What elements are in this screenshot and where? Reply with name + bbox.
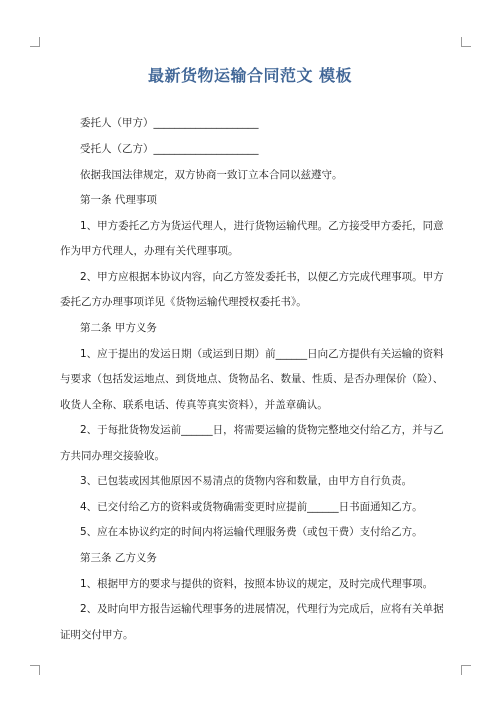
article-2-clause-2: 2、于每批货物发运前______日，将需要运输的货物完整地交付给乙方，并与乙 bbox=[80, 424, 444, 436]
agent-party-line: 受托人（乙方）____________________ bbox=[80, 143, 259, 155]
article-3-heading: 第三条 乙方义务 bbox=[80, 552, 157, 564]
client-party-line: 委托人（甲方）____________________ bbox=[80, 117, 259, 129]
article-1-clause-2-cont: 委托乙方办理事项详见《货物运输代理授权委托书》。 bbox=[60, 296, 307, 308]
crop-mark-bottom-right bbox=[461, 665, 471, 675]
article-3-clause-2-cont: 证明交付甲方。 bbox=[60, 629, 134, 641]
article-2-clause-1-cont-b: 收货人全称、联系电话、传真等真实资料），并盖章确认。 bbox=[60, 399, 328, 411]
article-2-clause-1-cont-a: 与要求（包括发运地点、到货地点、货物品名、数量、性质、是否办理保价（险）、 bbox=[60, 373, 444, 385]
crop-mark-bottom-left bbox=[30, 665, 40, 675]
document-title: 最新货物运输合同范文 模板 bbox=[147, 66, 353, 85]
article-2-heading: 第二条 甲方义务 bbox=[80, 322, 157, 334]
article-1-heading: 第一条 代理事项 bbox=[80, 194, 157, 206]
crop-mark-top-right bbox=[461, 37, 471, 47]
article-2-clause-2-cont: 方共同办理交接验收。 bbox=[60, 450, 165, 462]
article-2-clause-1: 1、应于提出的发运日期（或运到日期）前______日向乙方提供有关运输的资料 bbox=[80, 348, 444, 360]
article-2-clause-5: 5、应在本协议约定的时间内将运输代理服务费（或包干费）支付给乙方。 bbox=[80, 526, 423, 538]
preamble: 依据我国法律规定，双方协商一致订立本合同以兹遵守。 bbox=[80, 169, 343, 181]
article-1-clause-2: 2、甲方应根据本协议内容，向乙方签发委托书，以便乙方完成代理事项。甲方 bbox=[80, 271, 444, 283]
article-2-clause-4: 4、已交付给乙方的资料或货物确需变更时应提前______日书面通知乙方。 bbox=[80, 501, 423, 513]
crop-mark-top-left bbox=[30, 37, 40, 47]
article-3-clause-2: 2、及时向甲方报告运输代理事务的进展情况，代理行为完成后，应将有关单据 bbox=[80, 603, 444, 615]
article-2-clause-3: 3、已包装或因其他原因不易清点的货物内容和数量，由甲方自行负责。 bbox=[80, 475, 413, 487]
article-1-clause-1-cont: 作为甲方代理人，办理有关代理事项。 bbox=[60, 245, 239, 257]
article-1-clause-1: 1、甲方委托乙方为货运代理人，进行货物运输代理。乙方接受甲方委托，同意 bbox=[80, 220, 444, 232]
article-3-clause-1: 1、根据甲方的要求与提供的资料，按照本协议的规定，及时完成代理事项。 bbox=[80, 578, 434, 590]
